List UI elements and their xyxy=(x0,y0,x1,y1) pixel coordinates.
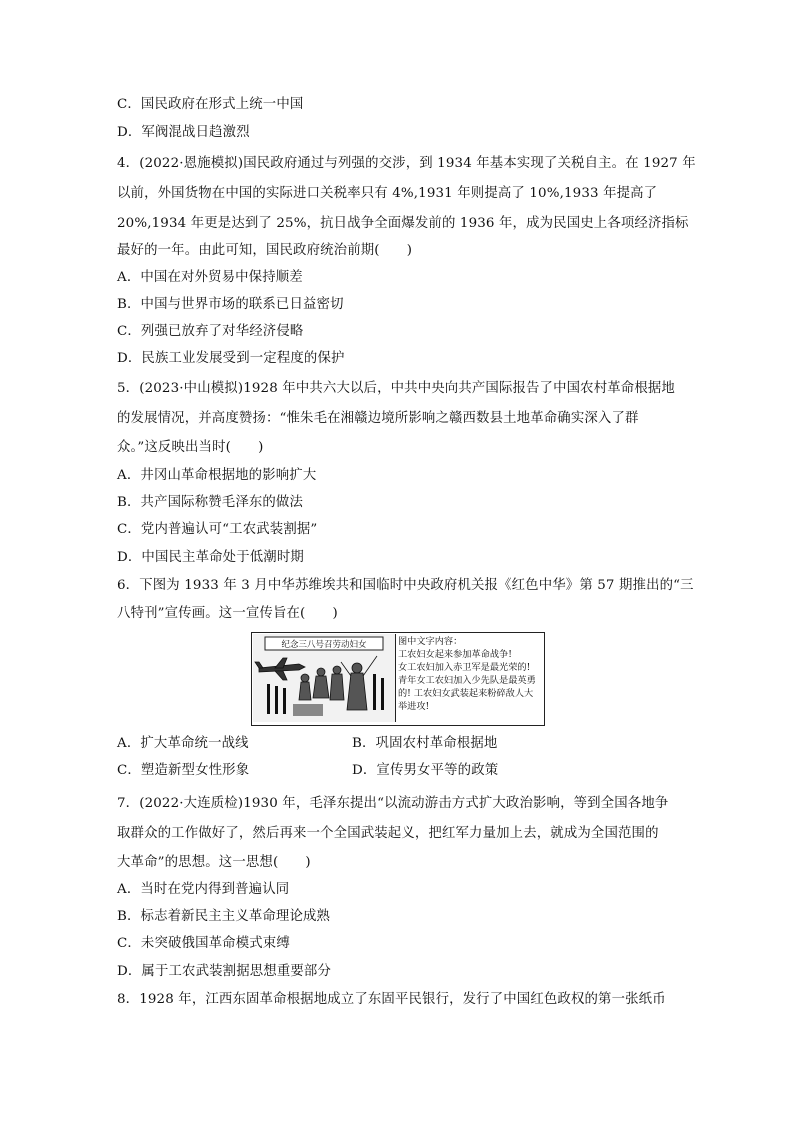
q5-option-d: D．中国民主革命处于低潮时期 xyxy=(117,550,304,565)
q5-option-a: A．井冈山革命根据地的影响扩大 xyxy=(117,468,317,483)
q6-option-b: B．巩固农村革命根据地 xyxy=(352,736,498,751)
q7-stem-line-1: 7．(2022·大连质检)1930 年，毛泽东提出“以流动游击方式扩大政治影响，等到全国各地争 xyxy=(117,796,669,811)
q3-option-c: C．国民政府在形式上统一中国 xyxy=(117,97,304,112)
poster-image xyxy=(253,634,396,722)
propaganda-poster-figure xyxy=(251,632,545,726)
q5-option-b: B．共产国际称赞毛泽东的做法 xyxy=(117,495,304,510)
q4-option-a: A．中国在对外贸易中保持顺差 xyxy=(117,270,303,285)
q4-option-c: C．列强已放弃了对华经济侵略 xyxy=(117,324,304,339)
q7-option-d: D．属于工农武装割据思想重要部分 xyxy=(117,964,331,979)
q4-stem-line-1: 4．(2022·恩施模拟)国民政府通过与列强的交涉，到 1934 年基本实现了关税自主。在 1927 年 xyxy=(117,156,696,171)
poster-text-box xyxy=(398,635,540,721)
q4-stem-line-4: 最好的一年。由此可知，国民政府统治前期( ) xyxy=(117,243,413,258)
q7-option-a: A．当时在党内得到普遍认同 xyxy=(117,882,290,897)
q4-stem-line-2: 以前，外国货物在中国的实际进口关税率只有 4%,1931 年则提高了 10%,1933 年提高了 xyxy=(117,186,658,201)
poster-text-line: 举进攻! xyxy=(398,701,430,712)
poster-text-line: 青年女工农妇加入少先队是最英勇 xyxy=(398,675,536,686)
q6-option-a: A．扩大革命统一战线 xyxy=(117,736,249,751)
q3-option-d: D．军阀混战日趋激烈 xyxy=(117,125,250,140)
q8-stem-line-1: 8．1928 年，江西东固革命根据地成立了东固平民银行，发行了中国红色政权的第一张纸币 xyxy=(117,992,666,1007)
q4-option-d: D．民族工业发展受到一定程度的保护 xyxy=(117,351,345,366)
q5-stem-line-3: 众。”这反映出当时( ) xyxy=(117,440,264,455)
poster-text-line: 图中文字内容： xyxy=(398,636,463,647)
q4-stem-line-3: 20%,1934 年更是达到了 25%，抗日战争全面爆发前的 1936 年，成为民国史上各项经济指标 xyxy=(117,216,689,231)
q7-option-c: C．未突破俄国革命模式束缚 xyxy=(117,936,290,951)
q5-option-c: C．党内普遍认可“工农武装割据” xyxy=(117,522,318,537)
q6-stem-line-1: 6．下图为 1933 年 3 月中华苏维埃共和国临时中央政府机关报《红色中华》第 57 期推出的“三 xyxy=(117,578,694,593)
q7-stem-line-2: 取群众的工作做好了，然后再来一个全国武装起义，把红军力量加上去，就成为全国范围的 xyxy=(117,826,659,841)
q4-option-b: B．中国与世界市场的联系已日益密切 xyxy=(117,297,344,312)
poster-title: 纪念三八号召劳动妇女 xyxy=(281,640,367,650)
poster-text-line: 工农妇女起来参加革命战争! xyxy=(398,649,512,660)
q5-stem-line-2: 的发展情况，并高度赞扬：“惟朱毛在湘赣边境所影响之赣西数县土地革命确实深入了群 xyxy=(117,411,639,426)
q6-stem-line-2: 八特刊”宣传画。这一宣传旨在( ) xyxy=(117,606,338,621)
poster-text-line: 的! 工农妇女武装起来粉碎敌人大 xyxy=(398,688,534,699)
q5-stem-line-1: 5．(2023·中山模拟)1928 年中共六大以后，中共中央向共产国际报告了中国农村革命根据地 xyxy=(117,381,675,396)
poster-text-line: 女工农妇加入赤卫军是最光荣的! xyxy=(398,662,531,673)
q6-option-c: C．塑造新型女性形象 xyxy=(117,763,250,778)
q7-option-b: B．标志着新民主主义革命理论成熟 xyxy=(117,909,331,924)
q7-stem-line-3: 大革命”的思想。这一思想( ) xyxy=(117,855,311,870)
q6-option-d: D．宣传男女平等的政策 xyxy=(352,763,499,778)
